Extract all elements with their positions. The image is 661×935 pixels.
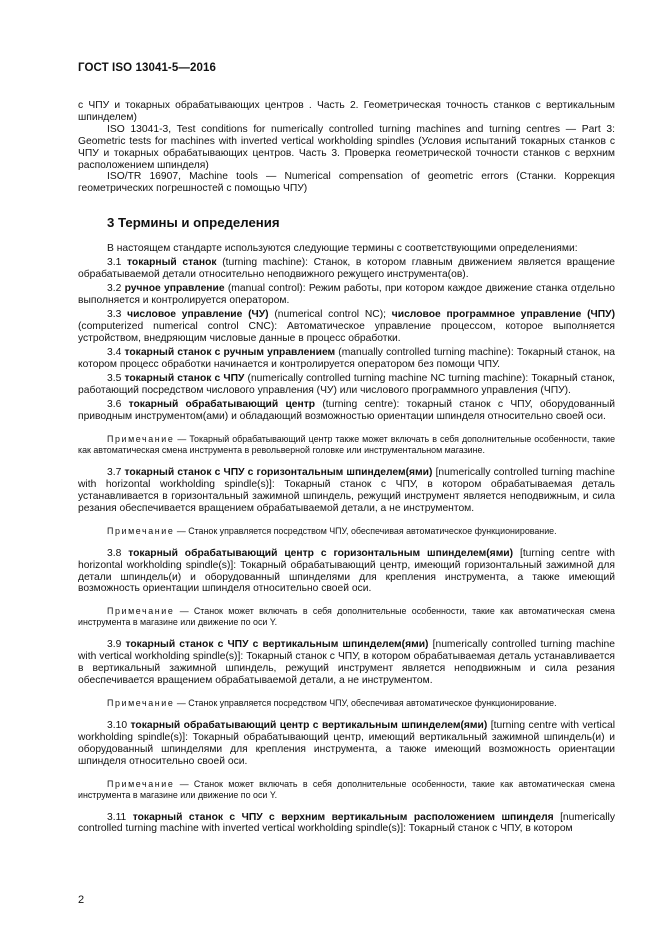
term-text: (numerical control NC); xyxy=(268,309,392,321)
term-text: (manual control): Режим работы, при котором каждое движение станка отдельно выполняется и контролируется оператором. xyxy=(78,283,615,307)
reference-continuation: с ЧПУ и токарных обрабатывающих центров . Часть 2. Геометрическая точность станков с вертикальным шпинделем) xyxy=(78,100,615,123)
term-number: 3.9 xyxy=(107,639,122,651)
term-definition xyxy=(78,257,615,281)
note-label: Примечание xyxy=(107,697,175,708)
term-text: [numerically controlled turning machine with vertical workholding spindle(s)]: Токарный станок с ЧПУ, в котором обрабатываемая деталь устанавливается в вертикальный зажимной шпиндель, режущий инструмент является неподвижным и сила резания обеспечивается вращением обрабатываемой детали, а не инструментом. xyxy=(78,639,615,687)
term-text: (computerized numerical control CNC): Автоматическое управление процессом, которое выполняется устройством, внедряющим числовые данные в процесс обработки. xyxy=(78,321,615,345)
note-text: Станок управляется посредством ЧПУ, обеспечивая автоматическое функционирование. xyxy=(188,525,557,536)
document-header: ГОСТ ISO 13041-5—2016 xyxy=(78,62,216,74)
term-name: токарный станок xyxy=(127,257,217,269)
section-title: 3 Термины и определения xyxy=(107,215,280,231)
page-content xyxy=(78,100,615,835)
reference-iso-13041-3: ISO 13041-3, Test conditions for numerically controlled turning machines and turning centres — Part 3: Geometric tests for machines with inverted vertical workholding spindles (Условия испытаний токарных станков с ЧПУ и токарных обрабатывающих центров. Часть 3. Проверка геометрической точности станков с верхним расположением шпинделя) xyxy=(78,123,615,171)
note-dash: — xyxy=(174,778,194,789)
note-label: Примечание xyxy=(107,778,175,789)
term-text: [turning centre with horizontal workholding spindle(s)]: Токарный обрабатывающий центр, имеющий горизонтальный зажимной для детали шпиндель(и) и оборудованный шпинделями для крепления инструмента, а также имеющий возможность ориентации шпинделя относительно своей оси. xyxy=(78,547,615,595)
note-text: Станок может включать в себя дополнительные особенности, такие как автоматическая смена инструмента в магазине или движение по оси Y. xyxy=(78,606,615,628)
page-number: 2 xyxy=(78,894,85,906)
section-intro: В настоящем стандарте используются следующие термины с соответствующими определениями: xyxy=(107,243,578,255)
term-text: [turning centre with vertical workholding spindle(s)]: Токарный обрабатывающий центр, имеющий вертикальный зажимной шпиндель(и) и оборудованный шпинделями для крепления инструмента, а также имеющий возможность ориентации шпинделя относительно своей оси. xyxy=(78,719,615,767)
term-text: (numerically controlled turning machine NC turning machine): Токарный станок, работающий посредством числового управления (ЧУ) или числового программного управления (ЧПУ). xyxy=(78,373,615,397)
term-name: ручное управление xyxy=(124,283,225,295)
term-name: токарный станок с ручным управлением xyxy=(124,347,336,359)
term-definition xyxy=(78,467,615,515)
term-definition xyxy=(78,399,615,423)
term-note xyxy=(78,698,615,709)
term-number: 3.7 xyxy=(107,467,122,479)
term-definition xyxy=(78,309,615,345)
term-note xyxy=(78,434,615,456)
term-number: 3.3 xyxy=(107,309,122,321)
note-text: Токарный обрабатывающий центр также может включать в себя дополнительные особенности, такие как автоматическая смена инструмента в револьверной головке или инструментальном магазине. xyxy=(78,434,615,456)
note-dash: — xyxy=(174,525,189,536)
term-definition xyxy=(78,283,615,307)
term-definition xyxy=(78,812,615,836)
term-name: токарный обрабатывающий центр с вертикальным шпинделем(ями) xyxy=(130,719,488,731)
term-number: 3.2 xyxy=(107,283,122,295)
term-definition xyxy=(78,347,615,371)
term-text: (turning machine): Станок, в котором главным движением является вращение обрабатываемой детали относительно неподвижного режущего инструмента(ов). xyxy=(78,257,615,281)
term-text: [numerically controlled turning machine with horizontal workholding spindle(s)]: Токарный станок с ЧПУ, в котором обрабатываемая деталь устанавливается в горизонтальный зажимной шпиндель, режущий инструмент является неподвижным, и сила резания обеспечивается вращением обрабатываемой детали, а не инструментом. xyxy=(78,467,615,514)
term-number: 3.10 xyxy=(107,719,128,731)
term-name-secondary: числовое программное управление (ЧПУ) xyxy=(391,309,616,321)
term-note xyxy=(78,779,615,801)
term-name: токарный обрабатывающий центр xyxy=(128,399,316,411)
note-dash: — xyxy=(174,697,189,708)
term-text: (turning centre): токарный станок с ЧПУ, оборудованный приводным инструментом(ами) и обладающий возможностью ориентации шпинделя относительно своей оси. xyxy=(78,399,615,423)
term-name: токарный станок с ЧПУ с верхним вертикальным расположением шпинделя xyxy=(132,811,554,823)
term-definition xyxy=(78,373,615,397)
term-definition xyxy=(78,639,615,687)
term-text: [numerically controlled turning machine with inverted vertical workholding spindle(s)]: Токарный станок с ЧПУ, в котором xyxy=(78,811,615,835)
term-name: токарный станок с ЧПУ xyxy=(124,373,245,385)
term-definition xyxy=(78,548,615,596)
note-dash: — xyxy=(174,434,190,445)
term-number: 3.11 xyxy=(107,811,127,823)
term-note xyxy=(78,526,615,537)
term-name: токарный обрабатывающий центр с горизонтальным шпинделем(ями) xyxy=(128,547,514,559)
term-number: 3.5 xyxy=(107,373,122,385)
note-label: Примечание xyxy=(107,606,175,617)
term-name: числовое управление (ЧУ) xyxy=(127,309,269,321)
note-label: Примечание xyxy=(107,434,175,445)
note-dash: — xyxy=(174,606,194,617)
term-text: (manually controlled turning machine): Токарный станок, на котором процесс обработки начинается и контролируется оператором без помощи ЧПУ. xyxy=(78,347,615,371)
term-name: токарный станок с ЧПУ с вертикальным шпинделем(ями) xyxy=(125,639,429,651)
term-number: 3.1 xyxy=(107,257,122,269)
term-name: токарный станок с ЧПУ с горизонтальным шпинделем(ями) xyxy=(124,467,433,479)
note-text: Станок управляется посредством ЧПУ, обеспечивая автоматическое функционирование. xyxy=(188,697,557,708)
term-number: 3.6 xyxy=(107,399,122,411)
reference-iso-tr-16907: ISO/TR 16907, Machine tools — Numerical compensation of geometric errors (Станки. Коррекция геометрических погрешностей с помощью ЧПУ) xyxy=(78,171,615,195)
note-label: Примечание xyxy=(107,525,175,536)
term-definition xyxy=(78,720,615,768)
term-number: 3.8 xyxy=(107,547,122,559)
note-text: Станок может включать в себя дополнительные особенности, такие как автоматическая смена инструмента в магазине или движение по оси Y. xyxy=(78,778,615,800)
term-number: 3.4 xyxy=(107,347,122,359)
term-note xyxy=(78,606,615,628)
